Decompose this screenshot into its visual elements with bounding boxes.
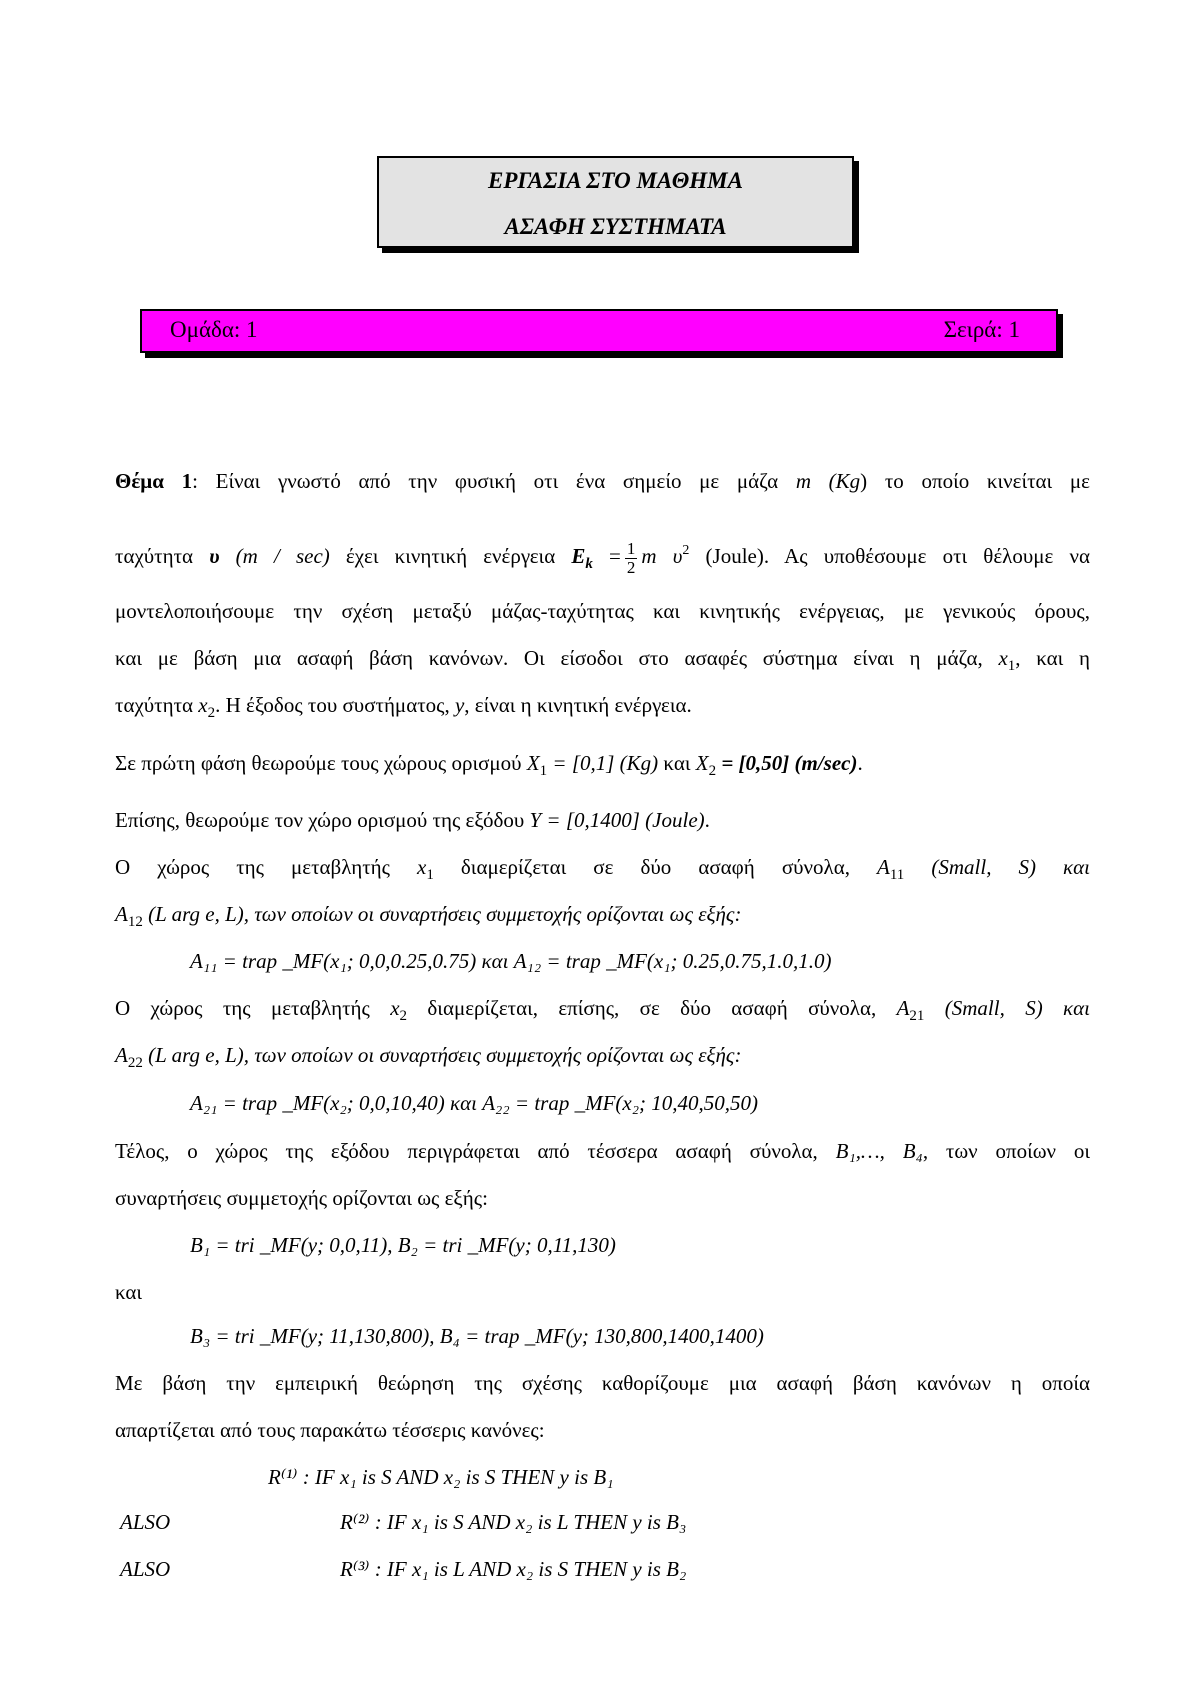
- math: B₁,…, B₄: [835, 1139, 923, 1163]
- text: Ο χώρος της μεταβλητής: [115, 996, 391, 1020]
- equation-2: A₂₁ = trap _MF(x₂; 0,0,10,40) και A₂₂ = trap _MF(x₂; 10,40,50,50): [190, 1091, 758, 1115]
- math: = [0,50] (m/sec): [716, 751, 858, 775]
- text: και: [658, 751, 696, 775]
- math: (Small, S) και: [924, 996, 1090, 1020]
- text: (Joule). Ας υποθέσουμε οτι θέλουμε να: [689, 544, 1090, 568]
- paragraph-line-13: συναρτήσεις συμμετοχής ορίζονται ως εξής:: [115, 1186, 488, 1210]
- paragraph-line-12: [115, 1136, 1090, 1166]
- math: E: [571, 544, 586, 568]
- math: =: [592, 544, 621, 568]
- group-label: Ομάδα: 1: [170, 317, 258, 342]
- math: m υ: [641, 544, 683, 568]
- math: X: [695, 751, 709, 775]
- math-sub: k: [585, 556, 593, 572]
- fraction-num: 1: [626, 538, 636, 558]
- text: έχει κινητική ενέργεια: [345, 544, 572, 568]
- math: x: [998, 646, 1008, 670]
- text: , των οποίων οι: [922, 1139, 1090, 1163]
- paragraph-line-7: Επίσης, θεωρούμε τον χώρο ορισμού της εξόδου Y = [0,1400] (Joule).: [115, 808, 710, 832]
- rule-3: R⁽³⁾ : IF x₁ is L AND x₂ is S THEN y is B₂: [340, 1557, 687, 1581]
- theme-label: Θέμα 1: [115, 469, 193, 493]
- text: ) το οποίο κινείται με: [860, 469, 1090, 493]
- equation-4: B₃ = tri _MF(y; 11,130,800), B₄ = trap _MF(y; 130,800,1400,1400): [190, 1324, 764, 1348]
- paragraph-line-5: ταχύτητα $x_2$. Η έξοδος του συστήματος, y, είναι η κινητική ενέργεια.: [115, 693, 692, 721]
- text: Σε πρώτη φάση θεωρούμε τους χώρους ορισμού: [115, 751, 527, 775]
- text: ταχύτητα: [115, 693, 199, 717]
- text: διαμερίζεται, επίσης, σε δύο ασαφή σύνολα,: [407, 996, 897, 1020]
- math: (L arg e, L), των οποίων οι συναρτήσεις συμμετοχής ορίζονται ως εξής:: [142, 902, 742, 926]
- title-box: [377, 156, 854, 248]
- text: και με βάση μια ασαφή βάση κανόνων. Οι είσοδοι στο ασαφές σύστημα είναι η μάζα,: [115, 646, 999, 670]
- paragraph-line-1: [115, 466, 1090, 496]
- math: υ: [209, 544, 220, 568]
- math: y: [454, 693, 465, 717]
- math: = [0,1] (Kg): [547, 751, 659, 775]
- paragraph-line-9: $A_{12}$ (L arg e, L), των οποίων οι συναρτήσεις συμμετοχής ορίζονται ως εξής:: [115, 902, 742, 930]
- text: , και η: [1015, 646, 1090, 670]
- text: . Η έξοδος του συστήματος,: [215, 693, 455, 717]
- title-line-2: ΑΣΑΦΗ ΣΥΣΤΗΜΑΤΑ: [504, 214, 727, 239]
- paragraph-line-10: Ο χώρος της μεταβλητής $x_2$ διαμερίζεται, επίσης, σε δύο ασαφή σύνολα, $A_{21}$ (Small, S) και: [115, 996, 1090, 1024]
- rule-2: R⁽²⁾ : IF x₁ is S AND x₂ is L THEN y is B₃: [340, 1510, 687, 1534]
- paragraph-line-11: $A_{22}$ (L arg e, L), των οποίων οι συναρτήσεις συμμετοχής ορίζονται ως εξής:: [115, 1043, 742, 1071]
- math: Y = [0,1400] (Joule): [529, 808, 705, 832]
- text: : Είναι γνωστό από την φυσική οτι ένα σημείο με μάζα: [192, 469, 796, 493]
- paragraph-line-2: ταχύτητα υ (m / sec) έχει κινητική ενέργεια $E_k$ = $\frac{1}{2}$ m $\upsilon^2$ (Joule). Ας υποθέσουμε οτι θέλουμε να: [115, 538, 1090, 577]
- paragraph-line-14: και: [115, 1280, 143, 1304]
- fraction-den: 2: [626, 557, 636, 577]
- math: m (Kg: [795, 469, 861, 493]
- title-line-1: ΕΡΓΑΣΙΑ ΣΤΟ ΜΑΘΗΜΑ: [488, 168, 743, 193]
- text: Επίσης, θεωρούμε τον χώρο ορισμού της εξόδου: [115, 808, 530, 832]
- also-label-2: ALSO: [120, 1557, 171, 1581]
- equation-3: B₁ = tri _MF(y; 0,0,11), B₂ = tri _MF(y; 0,11,130): [190, 1233, 616, 1257]
- text: , είναι η κινητική ενέργεια.: [464, 693, 692, 717]
- group-series-banner: [140, 309, 1058, 353]
- fraction: [625, 540, 638, 577]
- math: (m / sec): [219, 544, 346, 568]
- text: διαμερίζεται σε δύο ασαφή σύνολα,: [433, 855, 878, 879]
- rule-1: R⁽¹⁾ : IF x₁ is S AND x₂ is S THEN y is B₁: [268, 1465, 614, 1489]
- series-label: Σειρά: 1: [943, 317, 1020, 342]
- paragraph-line-16: απαρτίζεται από τους παρακάτω τέσσερις κανόνες:: [115, 1418, 545, 1442]
- text: Ο χώρος της μεταβλητής: [115, 855, 418, 879]
- text: Τέλος, ο χώρος της εξόδου περιγράφεται από τέσσερα ασαφή σύνολα,: [115, 1139, 836, 1163]
- also-label-1: ALSO: [120, 1510, 171, 1534]
- math: (Small, S) και: [904, 855, 1090, 879]
- paragraph-line-6: Σε πρώτη φάση θεωρούμε τους χώρους ορισμού $X_1 = [0,1]$ (Kg) και $X_2 = [0,50]$ (m/sec).: [115, 751, 863, 779]
- text: ταχύτητα: [115, 544, 210, 568]
- math: (L arg e, L), των οποίων οι συναρτήσεις συμμετοχής ορίζονται ως εξής:: [142, 1043, 742, 1067]
- equation-1: A₁₁ = trap _MF(x₁; 0,0,0.25,0.75) και A₁₂ = trap _MF(x₁; 0.25,0.75,1.0,1.0): [190, 949, 832, 973]
- paragraph-line-3: μοντελοποιήσουμε την σχέση μεταξύ μάζας-ταχύτητας και κινητικής ενέργειας, με γενικούς όρους,: [115, 599, 1090, 623]
- paragraph-line-4: και με βάση μια ασαφή βάση κανόνων. Οι είσοδοι στο ασαφές σύστημα είναι η μάζα, $x_1$, και η: [115, 646, 1090, 674]
- paragraph-line-8: Ο χώρος της μεταβλητής $x_1$ διαμερίζεται σε δύο ασαφή σύνολα, $A_{11}$ (Small, S) και: [115, 855, 1090, 883]
- math: X: [526, 751, 540, 775]
- paragraph-line-15: Με βάση την εμπειρική θεώρηση της σχέσης καθορίζουμε μια ασαφή βάση κανόνων η οποία: [115, 1371, 1090, 1395]
